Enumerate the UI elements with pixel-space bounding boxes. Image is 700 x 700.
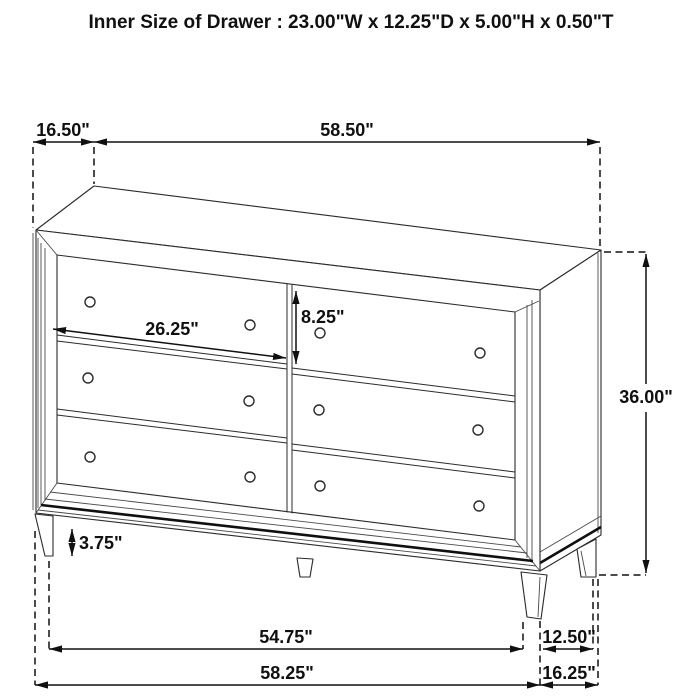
drawer-knob — [475, 348, 485, 358]
dresser-drawing — [33, 186, 601, 619]
dim-overall-height-label: 36.00" — [619, 387, 673, 407]
front-center-leg — [297, 558, 313, 577]
dim-apron-height — [72, 529, 123, 556]
drawer-knob — [85, 452, 95, 462]
dim-apron-height-label: 3.75" — [79, 533, 123, 553]
drawer-knob — [473, 425, 483, 435]
drawer-knob — [245, 320, 255, 330]
drawer-knob — [314, 405, 324, 415]
drawer-knob — [244, 396, 254, 406]
dim-leg-span-depth — [542, 579, 596, 649]
dim-leg-span-width-label: 54.75" — [259, 627, 313, 647]
dim-overall-height — [599, 252, 673, 575]
drawer-knob — [474, 501, 484, 511]
front-left-leg — [35, 514, 53, 556]
dim-base-depth-label: 16.25" — [542, 663, 596, 683]
drawer-knob — [83, 373, 93, 383]
drawer-knob — [245, 472, 255, 482]
dim-top-depth-label: 16.50" — [36, 120, 90, 140]
dim-leg-span-width — [49, 561, 523, 649]
dim-drawer-width-label: 26.25" — [145, 319, 199, 339]
drawer-knob — [315, 481, 325, 491]
drawer-knob — [315, 328, 325, 338]
diagram-title: Inner Size of Drawer : 23.00"W x 12.25"D x 5.00"H x 0.50"T — [88, 12, 614, 33]
dim-drawer-height-label: 8.25" — [301, 307, 345, 327]
front-right-leg — [521, 572, 547, 619]
dresser-side-face — [540, 250, 601, 571]
dim-top-width-label: 58.50" — [320, 120, 374, 140]
drawer-knob — [85, 297, 95, 307]
dim-leg-span-depth-label: 12.50" — [542, 627, 596, 647]
dim-base-width-label: 58.25" — [260, 663, 314, 683]
